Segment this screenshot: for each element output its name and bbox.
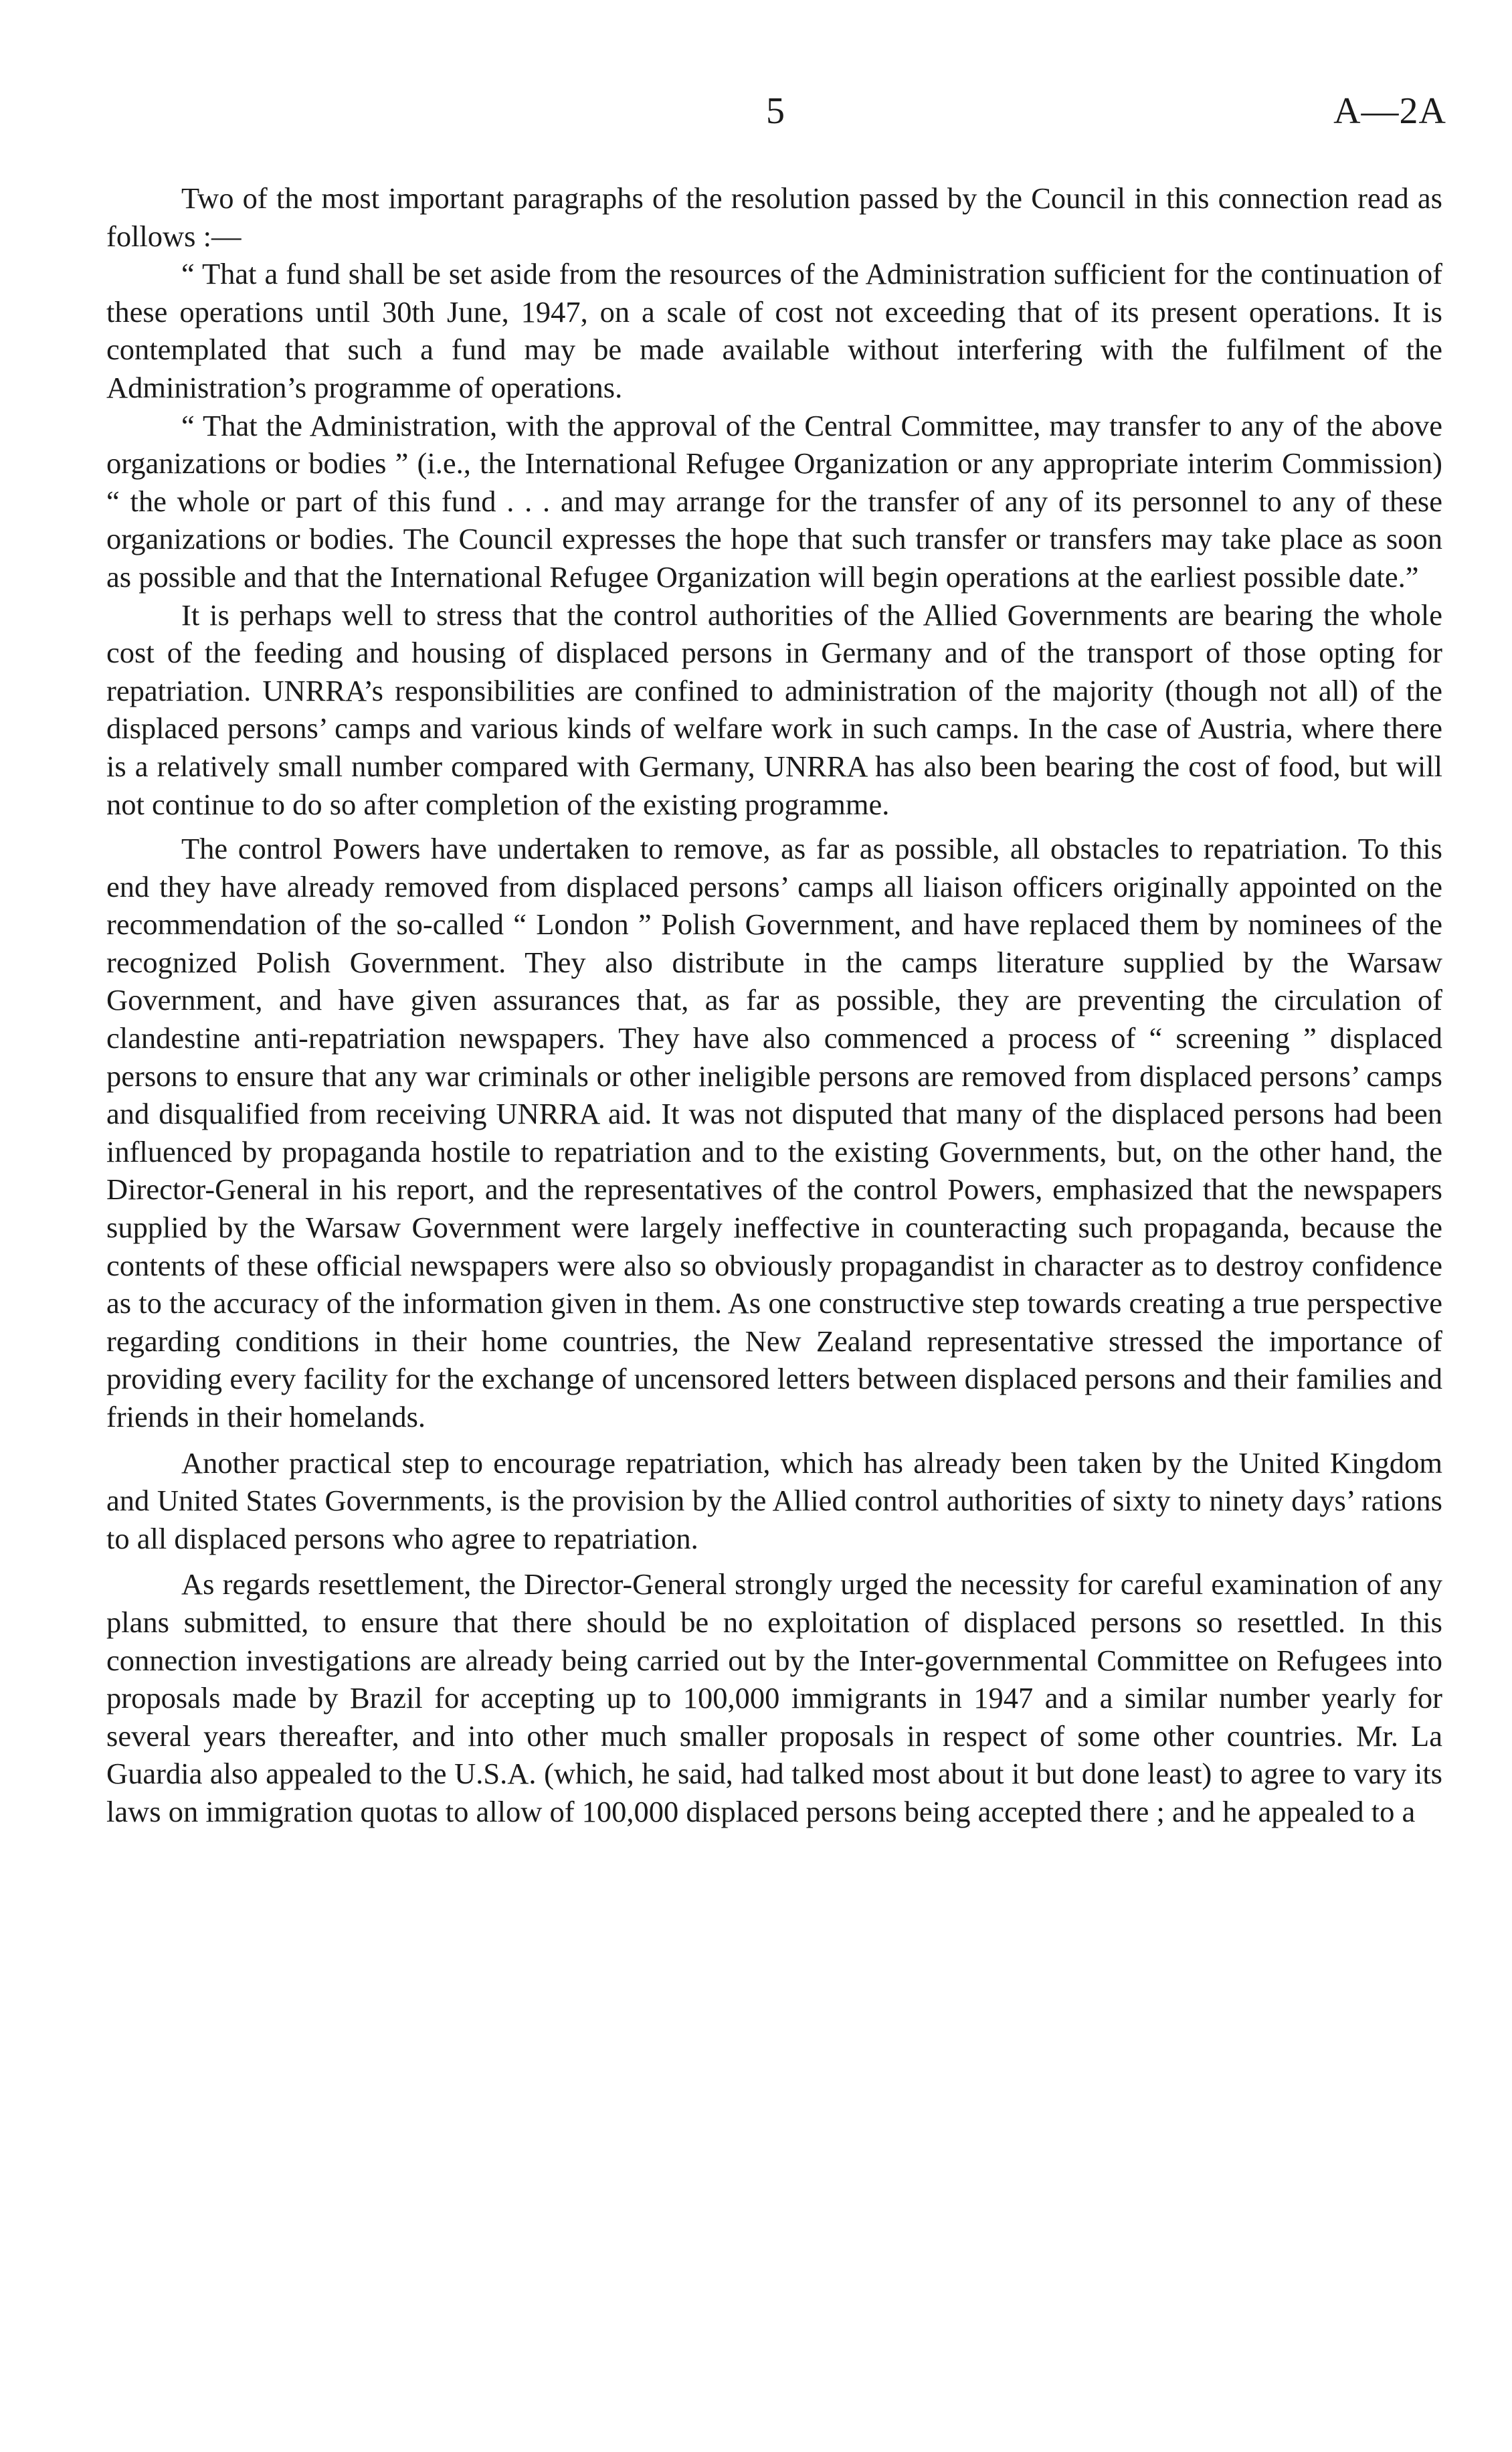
page-header — [0, 92, 1512, 146]
paragraph-repatriation-step: Another practical step to encourage repatriation, which has already been taken by the United Kingdom and United States Governments, is the provision by the Allied control authorities of sixty to ninety days’ rations to all displaced persons who agree to repatriation. — [106, 1446, 1442, 1555]
paragraph-control-authorities: It is perhaps well to stress that the control authorities of the Allied Governments are bearing the whole cost of the feeding and housing of displaced persons in Germany and of the transport of those opting for repatriation. UNRRA’s responsibilities are confined to administration of the majority (though not all) of the displaced persons’ camps and various kinds of welfare work in such camps. In the case of Austria, where there is a relatively small number compared with Germany, UNRRA has also been bearing the cost of food, but will not continue to do so after completion of the existing programme. — [106, 598, 1442, 821]
quote-paragraph-transfer: “ That the Administration, with the approval of the Central Committee, may transfer to any of the above organizations or bodies ” (i.e., the International Refugee Organization or any appropriate interim Commission) “ the whole or part of this fund . . . and may arrange for the transfer of any of its personnel to any of these organizations or bodies. The Council expresses the hope that such transfer or transfers may take place as soon as possible and that the International Refugee Organization will begin operations at the earliest possible date.” — [106, 408, 1442, 594]
body-text — [106, 179, 1442, 1831]
paragraph-resettlement: As regards resettlement, the Director-General strongly urged the necessity for careful examination of any plans submitted, to ensure that there should be no exploitation of displaced persons so resettled. In this connection investigations are already being carried out by the Inter-governmental Committee on Refugees into proposals made by Brazil for accepting up to 100,000 immigrants in 1947 and a similar number yearly for several years thereafter, and into other much smaller proposals in respect of some other countries. Mr. La Guardia also appealed to the U.S.A. (which, he said, had talked most about it but done least) to agree to vary its laws on immigration quotas to allow of 100,000 displaced persons being accepted there ; and he appealed to a — [106, 1567, 1442, 1828]
document-reference: A—2A — [1333, 90, 1446, 132]
quote-paragraph-fund: “ That a fund shall be set aside from the resources of the Administration sufficient for the continuation of these operations until 30th June, 1947, on a scale of cost not exceeding that of its present operations. It is contemplated that such a fund may be made available without interfering with the fulfilment of the Administration’s programme of operations. — [106, 257, 1442, 404]
page-number: 5 — [766, 90, 785, 132]
paragraph-intro: Two of the most important paragraphs of the resolution passed by the Council in this connection read as follows :— — [106, 181, 1442, 253]
paragraph-control-powers: The control Powers have undertaken to remove, as far as possible, all obstacles to repatriation. To this end they have already removed from displaced persons’ camps all liaison officers originally appointed on the recommendation of the so-called “ London ” Polish Government, and have replaced them by nominees of the recognized Polish Government. They also distribute in the camps literature supplied by the Warsaw Government, and have given assurances that, as far as possible, they are preventing the circulation of clandestine anti-repatriation newspapers. They have also commenced a process of “ screening ” displaced persons to ensure that any war criminals or other ineligible persons are removed from displaced persons’ camps and disqualified from receiving UNRRA aid. It was not disputed that many of the displaced persons had been influenced by propaganda hostile to repatriation and to the existing Governments, but, on the other hand, the Director-General in his report, and the representatives of the control Powers, emphasized that the newspapers supplied by the Warsaw Government were largely ineffective in counteracting such propaganda, because the contents of these official newspapers were also so obviously propagandist in character as to destroy confidence as to the accuracy of the information given in them. As one constructive step towards creating a true perspective regarding conditions in their home countries, the New Zealand representative stressed the importance of providing every facility for the exchange of uncensored letters between displaced persons and their families and friends in their homelands. — [106, 832, 1442, 1433]
